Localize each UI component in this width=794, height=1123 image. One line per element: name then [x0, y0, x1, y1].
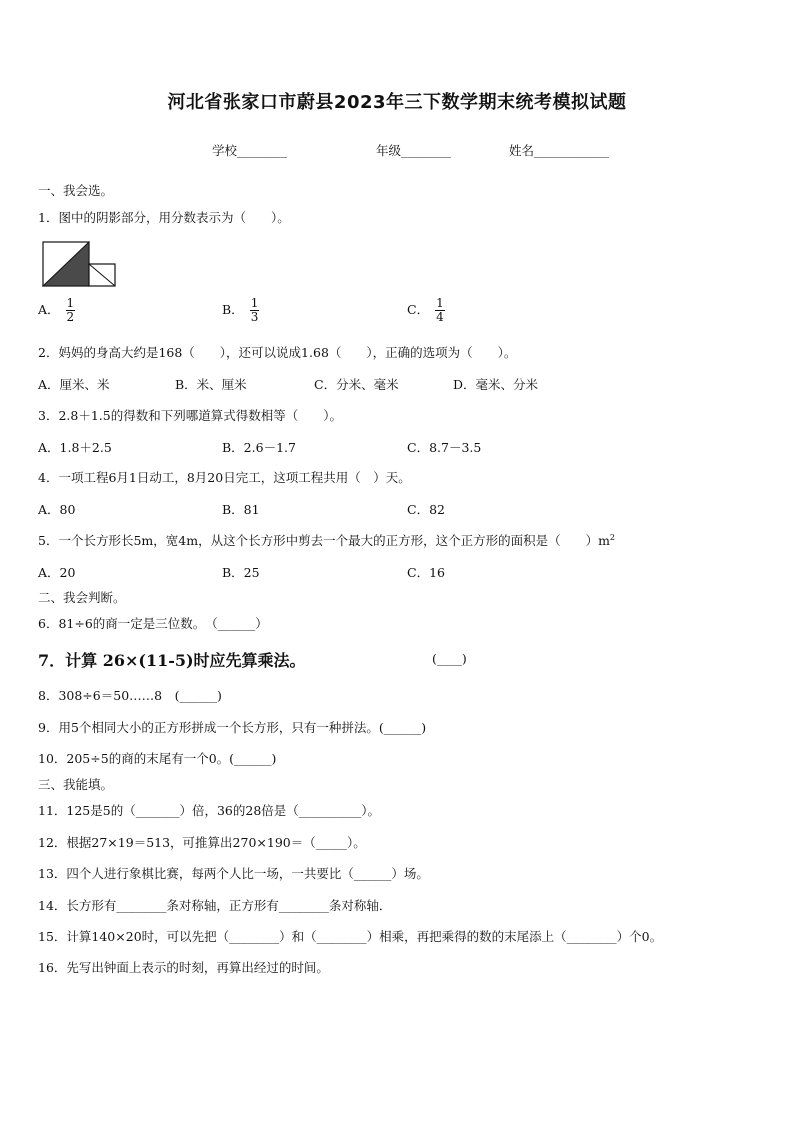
option-a[interactable]: A．20 — [38, 565, 76, 580]
option-a[interactable]: A．80 — [38, 502, 76, 517]
question-1: 1．图中的阴影部分，用分数表示为（ ）。 — [38, 210, 290, 225]
shaded-square-figure — [42, 241, 116, 287]
option-letter: A． — [38, 302, 60, 317]
school-field: 学校________ — [212, 143, 288, 158]
option-b[interactable]: B．81 — [222, 502, 260, 517]
option-c[interactable]: C．16 — [407, 565, 445, 580]
fraction-one-half: $\frac{1}{2}$ — [66, 296, 75, 324]
option-b[interactable]: B．25 — [222, 565, 260, 580]
page-title: 河北省张家口市蔚县2023年三下数学期末统考模拟试题 — [167, 92, 627, 113]
option-letter: C． — [407, 302, 430, 317]
question-5 — [38, 531, 615, 549]
grade-field: 年级________ — [376, 143, 452, 158]
option-a[interactable]: A．厘米、米 — [38, 377, 110, 392]
question-4: 4．一项工程6月1日动工，8月20日完工，这项工程共用（ ）天。 — [38, 470, 411, 485]
option-c[interactable]: C．82 — [407, 502, 445, 517]
option-c[interactable]: C．8.7－3.5 — [407, 440, 482, 455]
fraction-one-third: $\frac{1}{3}$ — [250, 296, 259, 324]
question-3: 3．2.8＋1.5的得数和下列哪道算式得数相等（ ）。 — [38, 408, 342, 423]
option-d[interactable]: D．毫米、分米 — [453, 377, 539, 392]
question-7: 7．计算 26×(11-5)时应先算乘法。 — [38, 651, 306, 670]
option-letter: B． — [222, 302, 244, 317]
option-b[interactable] — [222, 297, 259, 324]
question-8: 8．308÷6＝50……8 (______) — [38, 688, 222, 703]
fraction-one-fourth: $\frac{1}{4}$ — [436, 296, 444, 324]
question-13: 13．四个人进行象棋比赛，每两个人比一场，一共要比（______）场。 — [38, 866, 429, 881]
question-10: 10．205÷5的商的末尾有一个0。(______) — [38, 751, 277, 766]
question-2: 2．妈妈的身高大约是168（ ），还可以说成1.68（ ），正确的选项为（ ）。 — [38, 345, 517, 360]
option-b[interactable]: B．米、厘米 — [175, 377, 247, 392]
question-9: 9．用5个相同大小的正方形拼成一个长方形，只有一种拼法。(______) — [38, 720, 427, 735]
option-a[interactable]: A．1.8＋2.5 — [38, 440, 112, 455]
section-heading-judge: 二、我会判断。 — [38, 590, 126, 605]
question-11: 11．125是5的（_______）倍，36的28倍是（__________）。 — [38, 803, 381, 818]
section-heading-choose: 一、我会选。 — [38, 183, 114, 198]
question-5-text: 5．一个长方形长5m，宽4m，从这个长方形中剪去一个最大的正方形，这个正方形的面积是（ ）m — [38, 533, 610, 548]
question-14: 14．长方形有________条对称轴，正方形有________条对称轴． — [38, 898, 392, 913]
name-field: 姓名____________ — [509, 143, 610, 158]
answer-blank[interactable]: (____) — [432, 651, 467, 666]
option-c[interactable]: C．分米、毫米 — [314, 377, 399, 392]
option-a[interactable] — [38, 297, 75, 324]
question-16: 16．先写出钟面上表示的时刻，再算出经过的时间。 — [38, 960, 329, 975]
question-12: 12．根据27×19＝513，可推算出270×190＝（_____）。 — [38, 835, 366, 850]
unit-exponent: 2 — [609, 532, 616, 542]
question-15: 15．计算140×20时，可以先把（________）和（________）相乘，再把乘得的数的末尾添上（________）个0。 — [38, 929, 663, 944]
option-c[interactable] — [407, 297, 445, 324]
option-b[interactable]: B．2.6－1.7 — [222, 440, 296, 455]
question-6: 6．81÷6的商一定是三位数。 （______） — [38, 616, 268, 631]
section-heading-fill: 三、我能填。 — [38, 777, 114, 792]
